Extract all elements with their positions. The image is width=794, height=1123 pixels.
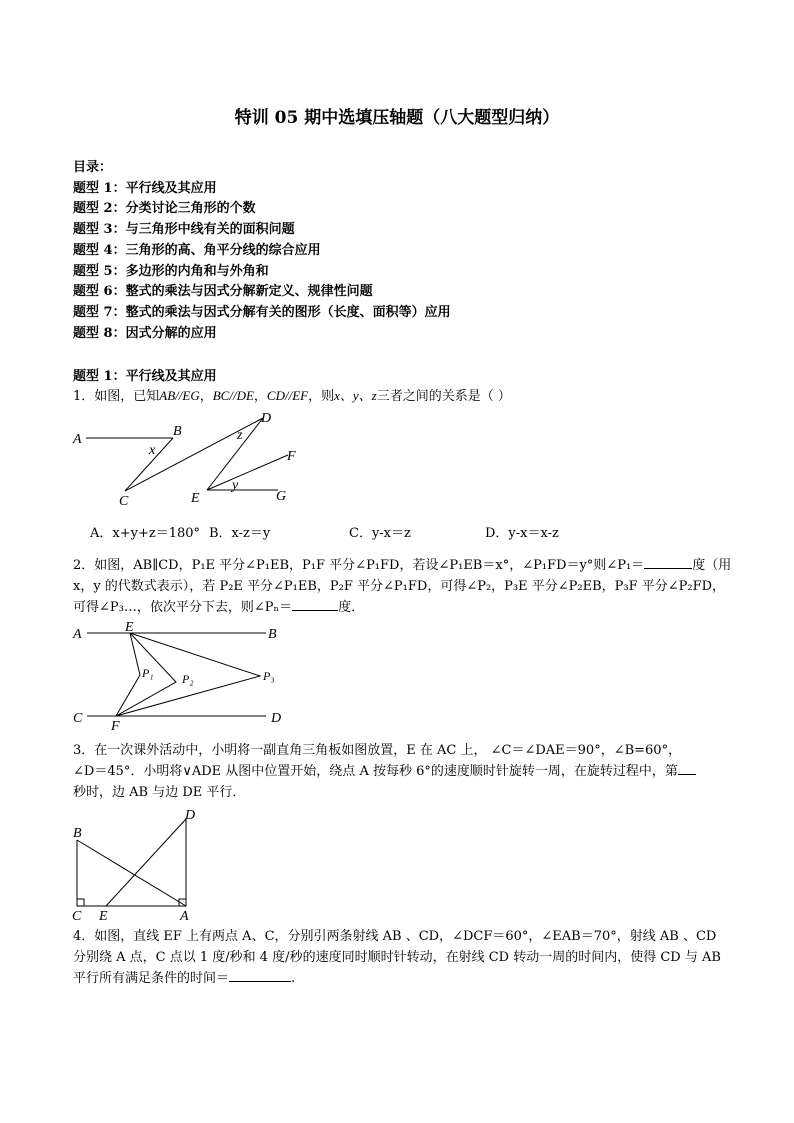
option-a[interactable]: A．x+y+z＝180° [90,526,201,541]
table-of-contents [73,158,451,344]
toc-item: 题型 8：因式分解的应用 [73,325,217,341]
label-C: C [72,909,82,924]
angle-z-label: z [237,428,243,443]
option-b[interactable]: B．x-z＝y [209,526,271,541]
answer-blank[interactable] [644,568,692,569]
option-c[interactable]: C．y-x＝z [349,526,411,541]
label-C: C [119,494,129,509]
label-B: B [173,424,182,439]
option-d[interactable]: D．y-x＝x-z [485,526,559,541]
angle-x-label: x [149,443,156,458]
label-B: B [73,826,82,841]
label-G: G [276,489,287,504]
label-P2: P₂ [182,672,194,686]
label-P1: P₁ [142,666,154,680]
label-E: E [99,909,108,924]
question-3-figure [70,805,210,924]
question-4-stem: 4．如图，直线 EF 上有两点 A、C，分别引两条射线 AB 、CD，∠DCF＝60°，∠EAB＝70°，射线 AB 、CD 分别绕 A 点，C 点以 1 度/秒和 4 度/秒的速度同时顺时针转动，在射线 CD 转动一周的时间内，使得 CD 与 AB 平行所有满足条件的时间＝ . [73,929,721,986]
question-1-figure [70,410,310,510]
question-2-figure [70,620,300,734]
page-title: 特训 05 期中选填压轴题（八大题型归纳） [234,108,560,128]
label-C: C [73,711,83,726]
question-3-stem: 3．在一次课外活动中，小明将一副直角三角板如图放置，E 在 AC 上， ∠C＝∠DAE＝90°，∠B=60°， ∠D＝45°．小明将∨ADE 从图中位置开始，绕点 A 按每秒 6°的速度顺时针旋转一周，在旋转过程中，第 秒时，边 AB 与边 DE 平行． [73,740,723,803]
question-1-stem: 1．如图，已知AB//EG，BC//DE，CD//EF，则x、y、z三者之间的关系是（ ） [73,388,511,404]
label-E: E [125,620,134,635]
toc-item: 题型 1：平行线及其应用 [73,180,217,196]
label-A: A [73,432,82,447]
label-A: A [73,627,82,642]
answer-blank[interactable] [292,610,338,611]
label-D: D [261,411,272,426]
label-F: F [287,449,296,464]
label-F: F [111,719,120,734]
toc-heading: 目录： [73,160,113,175]
answer-blank[interactable] [229,981,291,982]
label-E: E [191,491,200,506]
toc-item: 题型 6：整式的乘法与因式分解新定义、规律性问题 [73,284,373,300]
label-D: D [185,808,196,823]
toc-item: 题型 3：与三角形中线有关的面积问题 [73,222,295,238]
label-P3: P₃ [263,669,275,683]
label-B: B [268,627,277,642]
section-heading: 题型 1：平行线及其应用 [73,369,217,384]
toc-item: 题型 7：整式的乘法与因式分解有关的图形（长度、面积等）应用 [73,304,451,320]
toc-item: 题型 2：分类讨论三角形的个数 [73,201,256,217]
angle-y-label: y [232,478,239,493]
toc-item: 题型 4：三角形的高、角平分线的综合应用 [73,242,321,258]
label-A: A [180,909,189,924]
toc-item: 题型 5：多边形的内角和与外角和 [73,263,269,279]
answer-blank[interactable] [678,774,696,775]
label-D: D [271,711,282,726]
question-2-stem: 2．如图，AB∥CD，P₁E 平分∠P₁EB，P₁F 平分∠P₁FD，若设∠P₁EB＝x°，∠P₁FD＝y°则∠P₁＝ 度（用 x，y 的代数式表示），若 P₂E 平分∠P₁EB，P₂F 平分∠P₁FD，可得∠P₂，P₃E 平分∠P₂EB，P₃F 平分∠P₂FD， 可得∠P₃…，依次平分下去，则∠Pₙ＝ 度． [73,558,732,615]
